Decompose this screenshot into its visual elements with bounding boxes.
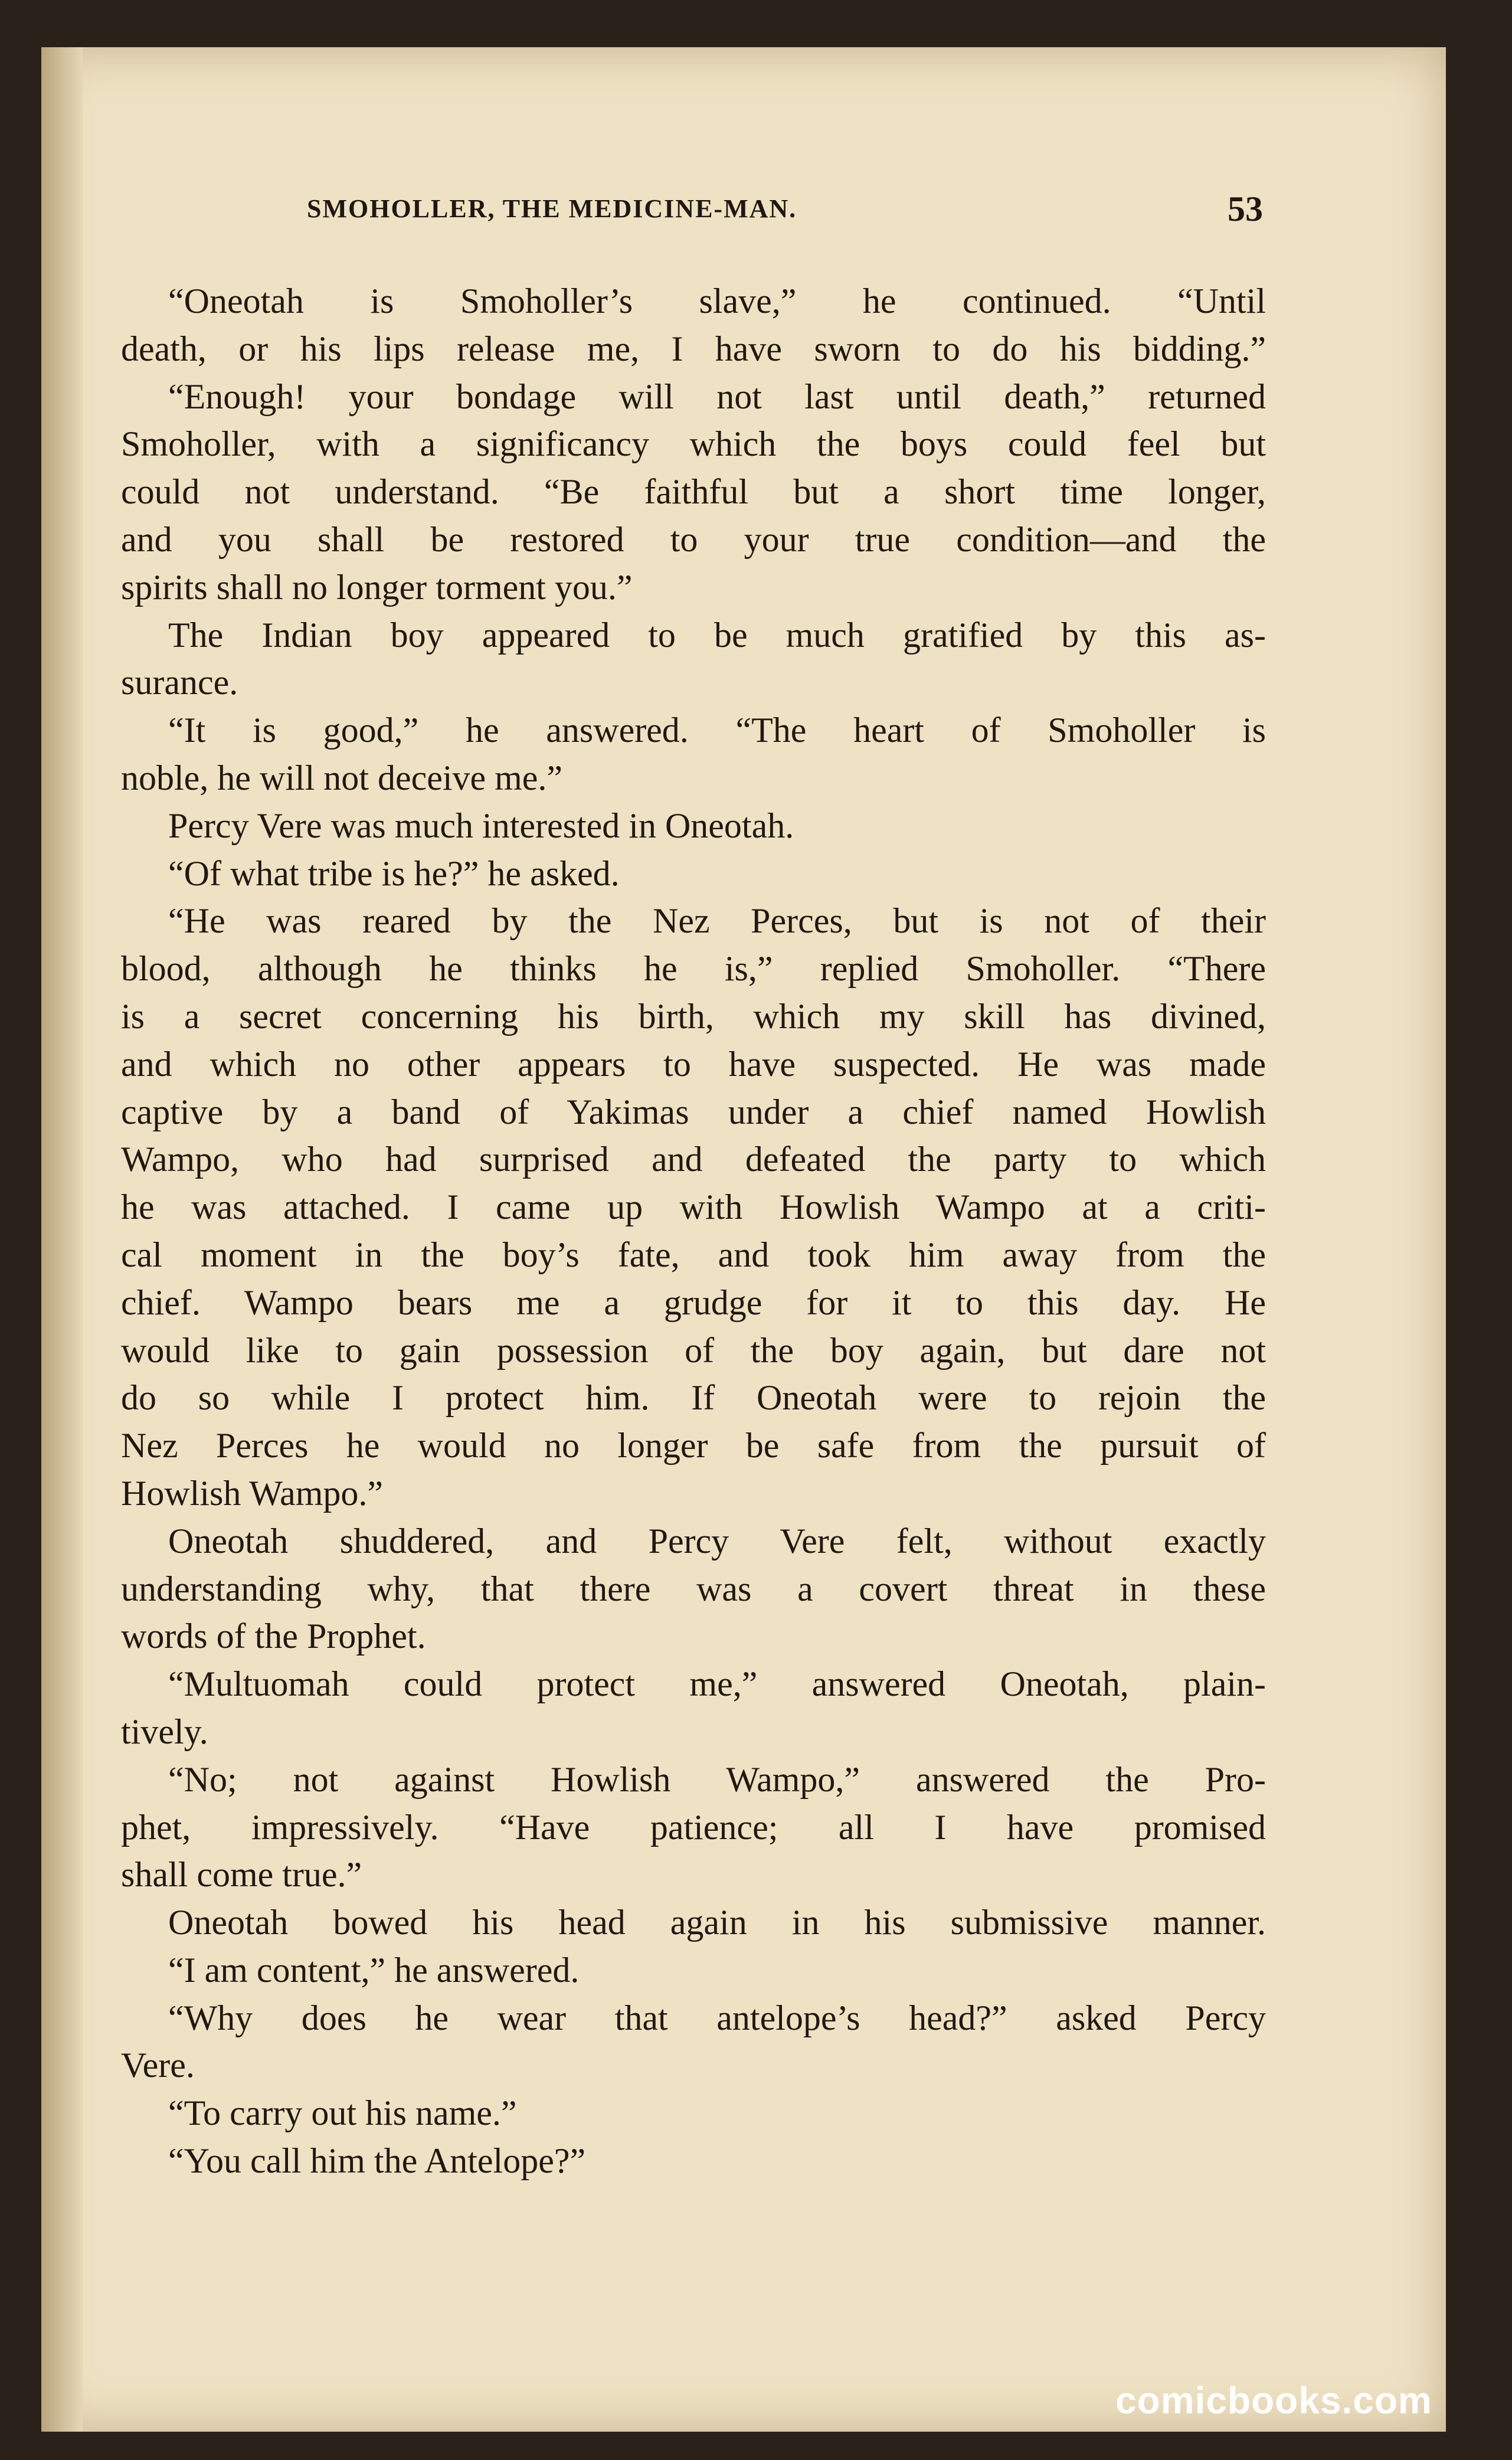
text-line: is a secret concerning his birth, which my skill has divined, xyxy=(121,996,1266,1036)
running-title: SMOHOLLER, THE MEDICINE-MAN. xyxy=(307,194,797,223)
text-line: and you shall be restored to your true condition—and the xyxy=(121,519,1266,559)
text-line: phet, impressively. “Have patience; all I have promised xyxy=(121,1807,1266,1847)
text-line: surance. xyxy=(121,663,238,702)
text-line: spirits shall no longer torment you.” xyxy=(121,567,633,607)
text-line: shall come true.” xyxy=(121,1855,362,1895)
text-line: “It is good,” he answered. “The heart of Smoholler is xyxy=(168,711,1266,750)
text-line: and which no other appears to have suspected. He was made xyxy=(121,1044,1266,1084)
text-line: Vere. xyxy=(121,2046,195,2085)
text-line: Wampo, who had surprised and defeated the party to which xyxy=(121,1140,1266,1179)
text-line: could not understand. “Be faithful but a short time longer, xyxy=(121,472,1266,512)
page-gutter xyxy=(41,47,83,2432)
text-line: words of the Prophet. xyxy=(121,1617,426,1656)
text-line: Nez Perces he would no longer be safe from the pursuit of xyxy=(121,1426,1266,1465)
text-line: would like to gain possession of the boy again, but dare not xyxy=(121,1330,1266,1370)
text-line: blood, although he thinks he is,” replied Smoholler. “There xyxy=(121,949,1266,989)
text-line: “He was reared by the Nez Perces, but is not of their xyxy=(168,901,1266,941)
text-line: “You call him the Antelope?” xyxy=(168,2141,586,2181)
body-text xyxy=(121,277,1266,2185)
text-line: understanding why, that there was a covert threat in these xyxy=(121,1569,1266,1608)
text-line: The Indian boy appeared to be much gratified by this as- xyxy=(168,615,1266,655)
text-line: “No; not against Howlish Wampo,” answered the Pro- xyxy=(168,1759,1266,1799)
text-line: “Of what tribe is he?” he asked. xyxy=(168,853,620,893)
text-line: death, or his lips release me, I have sworn to do his bidding.” xyxy=(121,329,1266,368)
text-line: tively. xyxy=(121,1712,208,1751)
text-line: Smoholler, with a significancy which the boys could feel but xyxy=(121,424,1266,464)
text-line: he was attached. I came up with Howlish Wampo at a criti- xyxy=(121,1188,1266,1227)
text-line: “To carry out his name.” xyxy=(168,2093,517,2133)
text-line: Howlish Wampo.” xyxy=(121,1473,384,1513)
text-line: chief. Wampo bears me a grudge for it to this day. He xyxy=(121,1283,1266,1322)
text-line: Percy Vere was much interested in Oneotah. xyxy=(168,806,794,845)
watermark: comicbooks.com xyxy=(1115,2379,1432,2422)
text-line: noble, he will not deceive me.” xyxy=(121,758,563,797)
text-line: “Enough! your bondage will not last until death,” returned xyxy=(168,377,1266,416)
text-line: captive by a band of Yakimas under a chief named Howlish xyxy=(121,1092,1266,1131)
text-line: Oneotah bowed his head again in his submissive manner. xyxy=(168,1903,1266,1942)
text-line: “Oneotah is Smoholler’s slave,” he continued. “Until xyxy=(168,282,1266,320)
text-line: cal moment in the boy’s fate, and took him away from the xyxy=(121,1235,1266,1274)
page-number: 53 xyxy=(1228,189,1263,228)
text-line: “Multuomah could protect me,” answered Oneotah, plain- xyxy=(168,1664,1266,1704)
text-line: “I am content,” he answered. xyxy=(168,1950,580,1990)
text-line: “Why does he wear that antelope’s head?” asked Percy xyxy=(168,1998,1266,2037)
text-line: Oneotah shuddered, and Percy Vere felt, without exactly xyxy=(168,1521,1266,1561)
text-line: do so while I protect him. If Oneotah were to rejoin the xyxy=(121,1378,1266,1418)
